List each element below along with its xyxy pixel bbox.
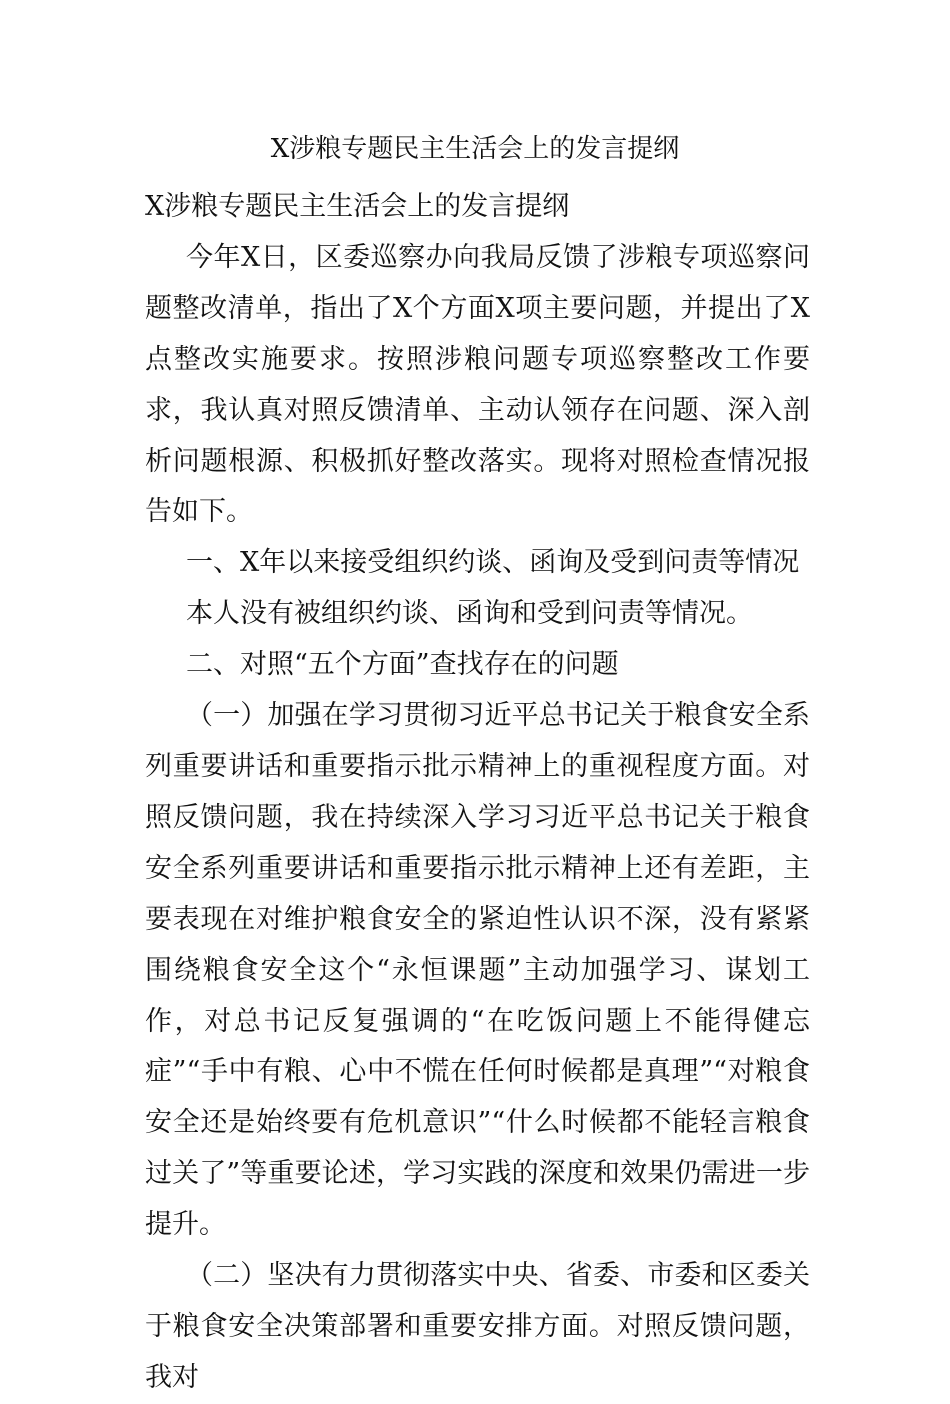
section-heading-1: 一、X年以来接受组织约谈、函询及受到问责等情况 [186, 547, 800, 579]
subsection-1-paragraph: （一）加强在学习贯彻习近平总书记关于粮食安全系列重要讲话和重要指示批示精神上的重视程度方面。对照反馈问题，我在持续深入学习习近平总书记关于粮食安全系列重要讲话和重要指示批示精神上还有差距，主要表现在对维护粮食安全的紧迫性认识不深，没有紧紧围绕粮食安全这个“永恒课题”主动加强学习、谋划工作，对总书记反复强调的“在吃饭问题上不能得健忘症”“手中有粮、心中不慌在任何时候都是真理”“对粮食安全还是始终要有危机意识”“什么时候都不能轻言粮食过关了”等重要论述，学习实践的深度和效果仍需进一步提升。 [145, 700, 810, 1241]
section-1-paragraph: 本人没有被组织约谈、函询和受到问责等情况。 [186, 598, 753, 630]
document-body [145, 182, 810, 1404]
document-title: X涉粮专题民主生活会上的发言提纲 [270, 134, 680, 164]
section-heading-2: 二、对照“五个方面”查找存在的问题 [186, 649, 619, 681]
intro-paragraph: 今年X日，区委巡察办向我局反馈了涉粮专项巡察问题整改清单，指出了X个方面X项主要问题，并提出了X点整改实施要求。按照涉粮问题专项巡察整改工作要求，我认真对照反馈清单、主动认领存在问题、深入剖析问题根源、积极抓好整改落实。现将对照检查情况报告如下。 [145, 241, 810, 528]
subtitle-paragraph: X涉粮专题民主生活会上的发言提纲 [145, 191, 570, 222]
subsection-2-paragraph: （二）坚决有力贯彻落实中央、省委、市委和区委关于粮食安全决策部署和重要安排方面。对照反馈问题，我对 [145, 1260, 810, 1393]
